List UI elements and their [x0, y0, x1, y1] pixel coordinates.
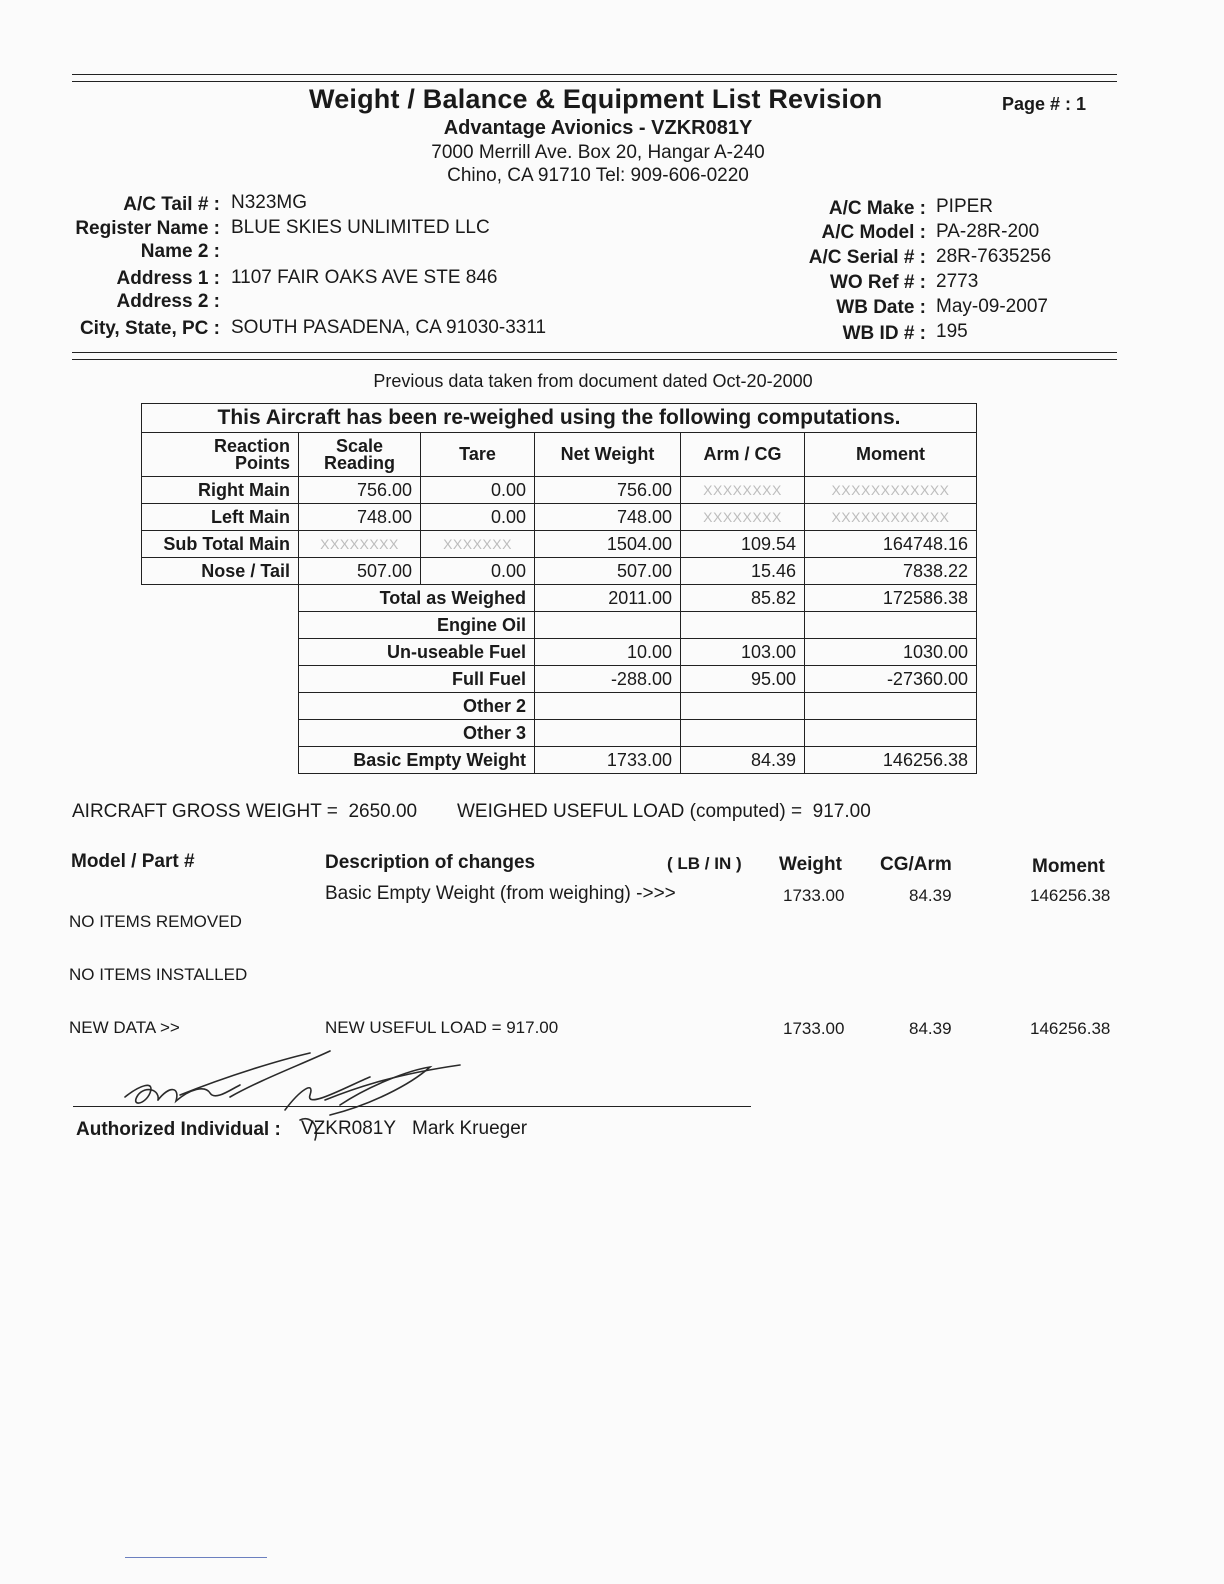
no-items-installed: NO ITEMS INSTALLED [69, 965, 248, 984]
header-reaction-points [142, 433, 299, 477]
summary-arm [681, 693, 805, 720]
top-rule-2 [72, 81, 1117, 82]
table-row [142, 531, 977, 558]
row-arm: 15.46 [681, 558, 805, 585]
header-arm-cg: Arm / CG [681, 433, 805, 477]
col-weight: Weight [779, 854, 842, 875]
row-scale: XXXXXXXX [299, 531, 421, 558]
row-label: Nose / Tail [142, 558, 299, 585]
new-data-label: NEW DATA >> [69, 1018, 180, 1037]
authorized-id: VZKR081Y [301, 1118, 397, 1139]
summary-row [142, 666, 977, 693]
new-weight: 1733.00 [783, 1019, 845, 1038]
authorized-name: Mark Krueger [412, 1118, 528, 1139]
summary-moment: 146256.38 [805, 747, 977, 774]
weigh-table-caption: This Aircraft has been re-weighed using the following computations. [142, 404, 977, 433]
header-scale-reading [299, 433, 421, 477]
summary-moment: 1030.00 [805, 639, 977, 666]
company-address: 7000 Merrill Ave. Box 20, Hangar A-240 [431, 142, 765, 163]
summary-moment [805, 612, 977, 639]
row-scale: 748.00 [299, 504, 421, 531]
header-moment: Moment [805, 433, 977, 477]
summary-label: Un-useable Fuel [299, 639, 535, 666]
address1-value: 1107 FAIR OAKS AVE STE 846 [231, 267, 498, 288]
summary-arm [681, 612, 805, 639]
table-row [142, 477, 977, 504]
model-value: PA-28R-200 [936, 221, 1040, 242]
company-name: Advantage Avionics - VZKR081Y [443, 117, 753, 139]
row-scale: 507.00 [299, 558, 421, 585]
header-reaction-line2: Points [234, 452, 290, 473]
row-moment: 164748.16 [805, 531, 977, 558]
city-value: SOUTH PASADENA, CA 91030-3311 [231, 317, 547, 338]
wo-value: 2773 [936, 271, 979, 292]
new-moment: 146256.38 [1030, 1019, 1111, 1038]
header-net-weight: Net Weight [535, 433, 681, 477]
summary-row [142, 720, 977, 747]
header-reaction-line1: Reaction [213, 435, 290, 456]
gross-weight-value: 2650.00 [348, 801, 418, 822]
summary-moment [805, 693, 977, 720]
wbdate-label: WB Date : [836, 297, 926, 318]
table-row [142, 504, 977, 531]
address2-label: Address 2 : [116, 291, 220, 312]
new-useful-load: NEW USEFUL LOAD = 917.00 [325, 1018, 559, 1037]
summary-arm: 84.39 [681, 747, 805, 774]
row-tare: 0.00 [421, 558, 535, 585]
row-arm: XXXXXXXX [681, 477, 805, 504]
make-label: A/C Make : [828, 198, 926, 219]
row-net: 748.00 [535, 504, 681, 531]
row-tare: XXXXXXX [421, 531, 535, 558]
col-model-part: Model / Part # [71, 851, 195, 872]
summary-net [535, 720, 681, 747]
register-label: Register Name : [75, 218, 220, 239]
row-label: Sub Total Main [142, 531, 299, 558]
summary-label: Basic Empty Weight [299, 747, 535, 774]
weigh-table [141, 403, 977, 774]
summary-moment: -27360.00 [805, 666, 977, 693]
summary-net: 1733.00 [535, 747, 681, 774]
register-value: BLUE SKIES UNLIMITED LLC [231, 217, 490, 238]
summary-label: Engine Oil [299, 612, 535, 639]
summary-row [142, 639, 977, 666]
wo-label: WO Ref # : [829, 272, 926, 293]
bew-weight: 1733.00 [783, 886, 845, 905]
row-tare: 0.00 [421, 504, 535, 531]
summary-row [142, 612, 977, 639]
bew-description: Basic Empty Weight (from weighing) ->>> [325, 883, 676, 904]
summary-label: Full Fuel [299, 666, 535, 693]
bew-moment: 146256.38 [1030, 886, 1111, 905]
row-arm: XXXXXXXX [681, 504, 805, 531]
row-net: 756.00 [535, 477, 681, 504]
summary-net [535, 693, 681, 720]
mid-rule-1 [72, 352, 1117, 353]
summary-net: 2011.00 [535, 585, 681, 612]
tail-value: N323MG [231, 192, 308, 213]
row-moment: 7838.22 [805, 558, 977, 585]
col-cg-arm: CG/Arm [880, 854, 952, 875]
row-moment: XXXXXXXXXXXX [805, 477, 977, 504]
previous-data-note: Previous data taken from document dated Oct-20-2000 [373, 371, 813, 391]
wbdate-value: May-09-2007 [936, 296, 1048, 317]
footer-mark [125, 1557, 267, 1558]
serial-label: A/C Serial # : [808, 247, 926, 268]
summary-arm: 95.00 [681, 666, 805, 693]
row-moment: XXXXXXXXXXXX [805, 504, 977, 531]
wbid-value: 195 [936, 321, 968, 342]
company-city: Chino, CA 91710 Tel: 909-606-0220 [447, 165, 749, 186]
make-value: PIPER [936, 196, 994, 217]
col-moment: Moment [1032, 856, 1105, 877]
wbid-label: WB ID # : [842, 323, 926, 344]
summary-net: 10.00 [535, 639, 681, 666]
page-title: Weight / Balance & Equipment List Revision [309, 84, 883, 114]
summary-arm [681, 720, 805, 747]
useful-load-value: 917.00 [812, 801, 871, 822]
row-label: Left Main [142, 504, 299, 531]
summary-label: Other 3 [299, 720, 535, 747]
header-tare: Tare [421, 433, 535, 477]
row-net: 507.00 [535, 558, 681, 585]
header-scale-line1: Scale [335, 435, 384, 456]
new-cg: 84.39 [909, 1019, 952, 1038]
bew-cg: 84.39 [909, 886, 952, 905]
gross-weight-label: AIRCRAFT GROSS WEIGHT = [72, 801, 338, 822]
signature-line [73, 1106, 751, 1107]
city-label: City, State, PC : [79, 318, 220, 339]
table-row [142, 558, 977, 585]
gross-weight-line [72, 801, 417, 823]
col-description: Description of changes [325, 852, 536, 873]
summary-row [142, 693, 977, 720]
summary-label: Total as Weighed [299, 585, 535, 612]
useful-load-line [457, 801, 871, 823]
summary-row [142, 747, 977, 774]
summary-moment: 172586.38 [805, 585, 977, 612]
summary-moment [805, 720, 977, 747]
summary-net [535, 612, 681, 639]
col-units: ( LB / IN ) [667, 854, 742, 873]
row-label: Right Main [142, 477, 299, 504]
name2-label: Name 2 : [140, 241, 220, 262]
tail-label: A/C Tail # : [123, 194, 220, 215]
row-net: 1504.00 [535, 531, 681, 558]
summary-label: Other 2 [299, 693, 535, 720]
authorized-label: Authorized Individual : [76, 1119, 281, 1140]
serial-value: 28R-7635256 [936, 246, 1052, 267]
top-rule-1 [72, 74, 1117, 75]
page-number: Page # : 1 [1002, 94, 1087, 114]
address1-label: Address 1 : [116, 268, 220, 289]
summary-net: -288.00 [535, 666, 681, 693]
useful-load-label: WEIGHED USEFUL LOAD (computed) = [457, 801, 803, 822]
model-label: A/C Model : [821, 222, 926, 243]
summary-row [142, 585, 977, 612]
row-scale: 756.00 [299, 477, 421, 504]
no-items-removed: NO ITEMS REMOVED [69, 912, 242, 931]
row-tare: 0.00 [421, 477, 535, 504]
header-scale-line2: Reading [323, 452, 395, 473]
summary-arm: 103.00 [681, 639, 805, 666]
row-arm: 109.54 [681, 531, 805, 558]
summary-arm: 85.82 [681, 585, 805, 612]
mid-rule-2 [72, 359, 1117, 360]
